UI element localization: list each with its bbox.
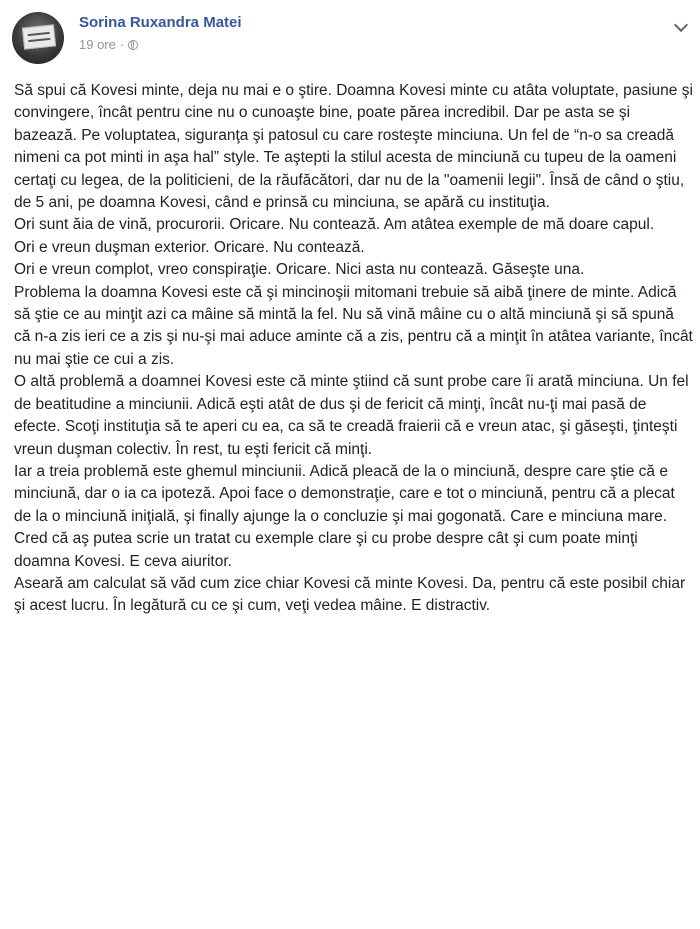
meta-separator: · [119, 37, 125, 52]
post-paragraph: Ori e vreun duşman exterior. Oricare. Nu contează. [14, 238, 365, 256]
post-paragraph: Cred că aş putea scrie un tratat cu exemple clare şi cu probe despre cât şi cum poate minţi doamna Kovesi. E ceva aiuritor. [14, 530, 638, 570]
post-paragraph: Ori sunt ăia de vină, procurorii. Oricare. Nu contează. Am atâtea exemple de mă doare capul. [14, 216, 655, 234]
post-paragraph: Aseară am calculat să văd cum zice chiar Kovesi că minte Kovesi. Da, pentru că este posibil chiar şi acest lucru. În legătură cu ce şi cum, veţi vedea mâine. E distractiv. [14, 574, 686, 615]
globe-icon[interactable] [128, 40, 138, 50]
author-name[interactable]: Sorina Ruxandra Matei [79, 14, 242, 31]
post-body [14, 80, 694, 618]
chevron-down-icon[interactable] [674, 18, 688, 32]
post-meta [79, 37, 138, 52]
post-timestamp[interactable]: 19 ore [79, 37, 116, 52]
post-paragraph: Problema la doamna Kovesi este că şi mincinoşii mitomani trebuie să aibă ţinere de minte. Adică să ştie ce au minţit azi ca mâine să mintă la fel. Nu să vină mâine cu o altă minciună şi să spună că n-a zis ieri ce a zis şi nu-şi mai aduce aminte că a zis, pentru că a minţit în atâtea variante, încât nu mai ştie ce cui a zis. [14, 283, 693, 368]
post-paragraph: Ori e vreun complot, vreo conspiraţie. Oricare. Nici asta nu contează. Găseşte una. [14, 261, 585, 279]
post-paragraph: Să spui că Kovesi minte, deja nu mai e o ştire. Doamna Kovesi minte cu atâta voluptate, pasiune şi convingere, încât pentru cine nu o cunoaşte bine, poate părea incredibil. Dar pe asta se şi bazează. Pe voluptatea, siguranţa şi patosul cu care rosteşte minciuna. Un fel de “n-o sa creadă nimeni ca pot minti in aşa hal” style. Te aştepti la stilul acesta de minciună cu tupeu de la oameni certaţi cu legea, de la politicieni, de la răufăcători, dar nu de la "oamenii legii". Însă de când o ştiu, de 5 ani, pe doamna Kovesi, când e prinsă cu minciuna, se apără cu instituţia. [14, 82, 693, 212]
post-header [12, 10, 688, 66]
avatar-sign-image [22, 24, 56, 49]
avatar[interactable] [12, 12, 64, 64]
post-paragraph: Iar a treia problemă este ghemul minciunii. Adică pleacă de la o minciună, despre care ştie că e minciună, dar o ia ca ipoteză. Apoi face o demonstraţie, care e tot o minciună, pentru că a plecat de la o minciună iniţială, şi finally ajunge la o concluzie şi mai gogonată. Care e minciuna mare. [14, 462, 675, 525]
post-paragraph: O altă problemă a doamnei Kovesi este că minte ştiind că sunt probe care îi arată minciuna. Un fel de beatitudine a minciunii. Adică eşti atât de dus şi de fericit că minţi, încât nu-ţi mai pasă de efecte. Scoţi instituţia să te aperi cu ea, ca să te creadă fraierii că e vreun atac, şi găseşti, ţinteşti vreun duşman colectiv. În rest, tu eşti fericit că minţi. [14, 373, 689, 458]
